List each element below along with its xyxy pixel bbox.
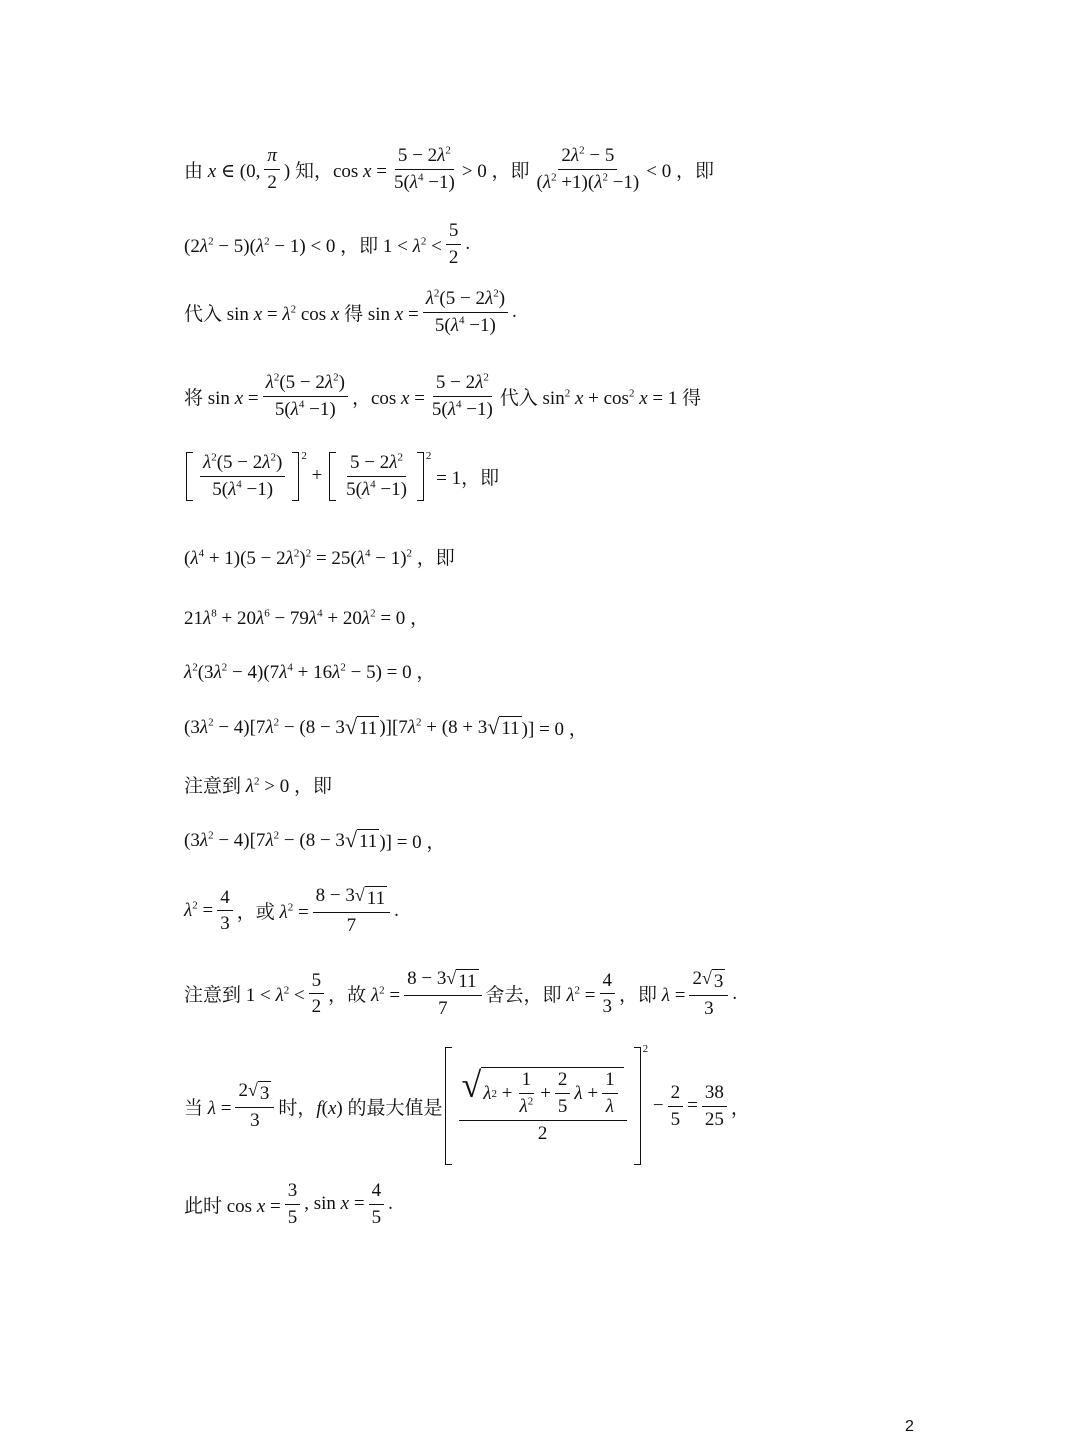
- line-12: $\lambda^2$ = $\frac{4}{3}$ ，或 $\lambda^2$ = 8 − 3 √ 11 7 .: [184, 885, 399, 936]
- line-6: $(\lambda^4 + 1)(5 - 2\lambda^2)^2 = 25(\lambda^4 - 1)^2$ ，即: [184, 547, 455, 569]
- line-2: $(2\lambda^2 - 5)(\lambda^2 - 1) < 0$ ，即 $1 < \lambda^2$ < $\frac{5}{2}$ .: [184, 220, 471, 268]
- line-15: 此时 cos x = $\frac{3}{5}$ , sin x = $\frac{4}{5}$ .: [184, 1180, 393, 1228]
- line-13: 注意到 $1 < \lambda^2$ < $\frac{5}{2}$ ，故 $\lambda^2$ = 8 − 3 √ 11 7 舍去，即 $\lambda^2$ = $\frac{4}{3}$ ，即 λ = 2 √ 3 3 .: [184, 968, 738, 1019]
- line-9: $(3\lambda^2 - 4)[7\lambda^2 - (8 - 3$ √ 11 )][$7\lambda^2 + (8 + 3$ √ 11 )] = 0 ，: [184, 713, 588, 740]
- line-7: $21\lambda^8 + 20\lambda^6 - 79\lambda^4 + 20\lambda^2 = 0$ ，: [184, 607, 430, 629]
- line-8: $\lambda^2(3\lambda^2 - 4)(7\lambda^4 + 16\lambda^2 - 5) = 0$ ，: [184, 661, 436, 683]
- line-4: 将 sin x = $\frac{\lambda^2(5 - 2\lambda^2)}{5(\lambda^4 -1)}$ ，cos x = $\frac{5 - 2\lambda^2}{5(\lambda^4 -1)}$ 代入 $\sin^2 x + \cos^2 x = 1$ 得: [184, 371, 702, 420]
- line-5: $\frac{\lambda^2(5 - 2\lambda^2)}{5(\lambda^4 -1)}$ 2 + $\frac{5 - 2\lambda^2}{5(\lambda^4 -1)}$ 2 = 1，即: [184, 452, 499, 501]
- line-10: 注意到 $\lambda^2 > 0$ ，即: [184, 775, 332, 797]
- line-1: 由 x ∈ (0, $\frac{\pi}{2}$ ) 知，cos x = $\frac{5 - 2\lambda^2}{5(\lambda^4 -1)}$ > 0 ，即 $\frac{2\lambda^2 - 5}{(\lambda^2 +1)(\lambda^2 -1)}$ < 0 ，即: [184, 144, 714, 193]
- page-number: 2: [905, 1418, 914, 1435]
- line-3: 代入 $\sin x = \lambda^2$ cos x 得 sin x = $\frac{\lambda^2(5 - 2\lambda^2)}{5(\lambda^4 -1)}$ .: [184, 287, 517, 336]
- line-14: 当 λ = 2 √ 3 3 时，f(x) 的最大值是 √ λ 2 + $\frac{1}{\lambda^2}$ + $\frac{2}{5}$ λ + $\frac{1}{\lambda}$ 2 2 − $\frac{2}{5}$ = $\frac{38}{25}$ ，: [184, 1047, 750, 1165]
- line-11: $(3\lambda^2 - 4)[7\lambda^2 - (8 - 3$ √ 11 )] = 0 ，: [184, 826, 446, 853]
